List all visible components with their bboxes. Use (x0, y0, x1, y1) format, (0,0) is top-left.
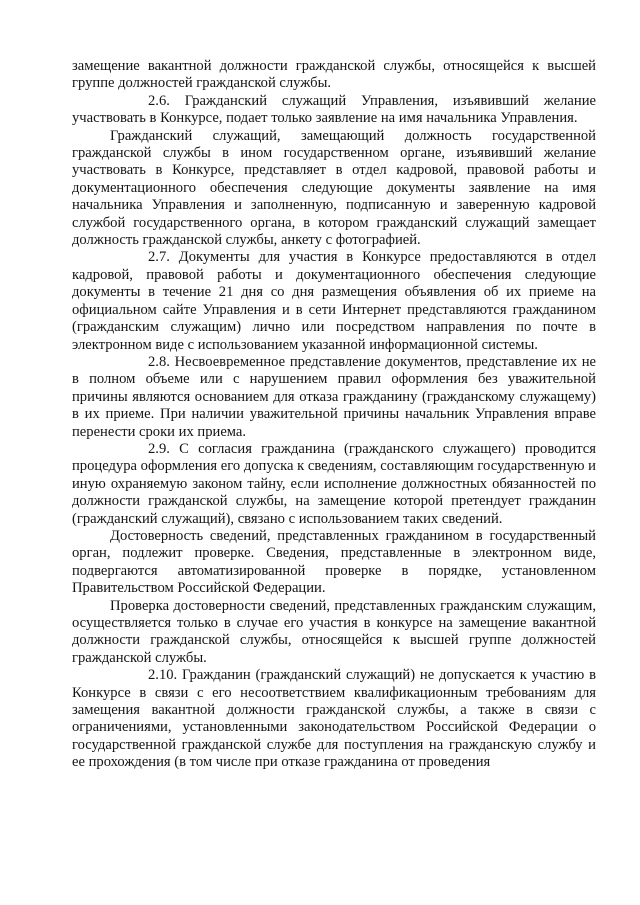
paragraph-continuation (72, 58, 596, 93)
paragraph-verification (72, 528, 596, 598)
paragraph-other-agency-employee (72, 128, 596, 250)
paragraph-2-10 (72, 667, 596, 771)
paragraph-text: Несвоевременное представление документов, представление их не в полном объеме или с нарушением правил оформления без уважительной причины являются основанием для отказа гражданину (гражданскому служащему) в их приеме. При наличии уважительной причины начальник Управления вправе перенести сроки их приема. (72, 353, 596, 440)
clause-number: 2.9. (148, 440, 170, 457)
clause-number: 2.7. (148, 249, 170, 266)
paragraph-text: С согласия гражданина (гражданского служащего) проводится процедура оформления его допуска к сведениям, составляющим государственную и иную охраняемую законом тайну, если исполнение должностных обязанностей по должности гражданской службы, на замещение которой претендует гражданин (гражданский служащий), связано с использованием таких сведений. (72, 440, 596, 527)
paragraph-text: Достоверность сведений, представленных гражданином в государственный орган, подлежит проверке. Сведения, представленные в электронном виде, подвергаются автоматизированной проверке в порядке, установленном Правительством Российской Федерации. (72, 527, 596, 597)
clause-number: 2.10. (148, 667, 178, 684)
paragraph-text: замещение вакантной должности гражданской службы, относящейся к высшей группе должностей гражданской службы. (72, 58, 596, 92)
paragraph-verification-civil-servant (72, 598, 596, 668)
paragraph-2-6 (72, 93, 596, 128)
document-page (72, 58, 596, 772)
paragraph-text: Документы для участия в Конкурсе предоставляются в отдел кадровой, правовой работы и документационного обеспечения следующие документы в течение 21 дня со дня размещения объявления об их приеме на официальном сайте Управления и в сети Интернет представляются гражданином (гражданским служащим) лично или посредством направления по почте в электронном виде с использованием указанной информационной системы. (72, 249, 596, 353)
paragraph-2-7 (72, 249, 596, 353)
paragraph-2-9 (72, 441, 596, 528)
paragraph-text: Гражданский служащий Управления, изъявивший желание участвовать в Конкурсе, подает только заявление на имя начальника Управления. (72, 92, 596, 127)
paragraph-text: Гражданин (гражданский служащий) не допускается к участию в Конкурсе в связи с его несоответствием квалификационным требованиям для замещения вакантной должности гражданской службы, а также в связи с ограничениями, установленными законодательством Российской Федерации о государственной гражданской службе для поступления на гражданскую службу и ее прохождения (в том числе при отказе гражданина от проведения (72, 667, 596, 771)
clause-number: 2.6. (148, 92, 170, 109)
paragraph-text: Гражданский служащий, замещающий должность государственной гражданской службы в ином государственном органе, изъявивший желание участвовать в Конкурсе, представляет в отдел кадровой, правовой работы и документационного обеспечения следующие документы заявление на имя начальника Управления и заполненную, подписанную и заверенную кадровой службой государственного органа, в котором гражданский служащий замещает должность гражданской службы, анкету с фотографией. (72, 127, 596, 249)
paragraph-text: Проверка достоверности сведений, представленных гражданским служащим, осуществляется только в случае его участия в конкурсе на замещение вакантной должности гражданской службы, относящейся к высшей группе должностей гражданской службы. (72, 597, 596, 666)
paragraph-2-8 (72, 354, 596, 441)
clause-number: 2.8. (148, 353, 170, 370)
